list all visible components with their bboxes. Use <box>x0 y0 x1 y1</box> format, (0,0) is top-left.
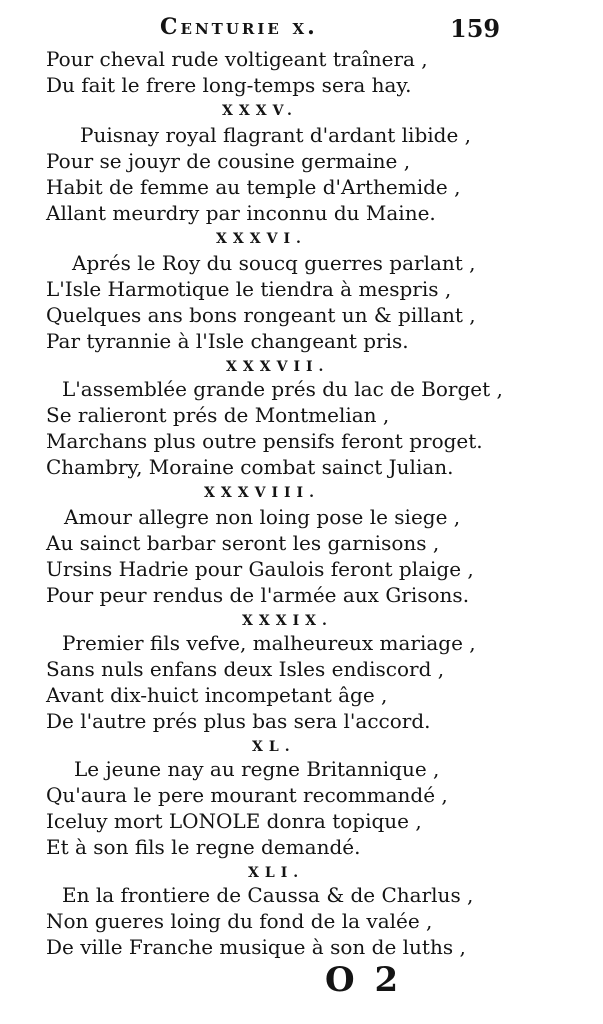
verse-line: Chambry, Moraine combat sainct Julian. <box>46 455 454 479</box>
signature-mark: O 2 <box>325 960 403 1000</box>
verse-line: Aprés le Roy du soucq guerres parlant , <box>72 251 476 275</box>
verse-line: Non gueres loing du fond de la valée , <box>46 909 433 933</box>
verse-line: Et à son fils le regne demandé. <box>46 835 361 859</box>
verse-line: De l'autre prés plus bas sera l'accord. <box>46 709 431 733</box>
verse-line: En la frontiere de Caussa & de Charlus , <box>62 883 474 907</box>
verse-line: Amour allegre non loing pose le siege , <box>64 505 461 529</box>
running-head: Centurie x. <box>160 14 318 40</box>
verse-line: Pour se jouyr de cousine germaine , <box>46 149 411 173</box>
verse-line: Premier fils vefve, malheureux mariage , <box>62 631 476 655</box>
verse-line: Qu'aura le pere mourant recommandé , <box>46 783 448 807</box>
verse-line: Puisnay royal flagrant d'ardant libide , <box>80 123 471 147</box>
verse-line: L'Isle Harmotique le tiendra à mespris , <box>46 277 452 301</box>
verse-line: De ville Franche musique à son de luths , <box>46 935 466 959</box>
verse-line: Par tyrannie à l'Isle changeant pris. <box>46 329 409 353</box>
verse-line: Quelques ans bons rongeant un & pillant , <box>46 303 476 327</box>
verse-line: L'assemblée grande prés du lac de Borget , <box>62 377 503 401</box>
page-header <box>0 14 603 44</box>
verse-line: Pour peur rendus de l'armée aux Grisons. <box>46 583 470 607</box>
quatrain-number: XXXVI. <box>216 231 307 247</box>
page-number: 159 <box>450 14 501 43</box>
quatrain-number: XLI. <box>248 865 305 881</box>
quatrain-number: XXXVIII. <box>204 485 320 501</box>
verse-line: Marchans plus outre pensifs feront proget. <box>46 429 483 453</box>
verse-line: Le jeune nay au regne Britannique , <box>74 757 440 781</box>
quatrain-number: XXXIX. <box>242 613 333 629</box>
verse-line: Se ralieront prés de Montmelian , <box>46 403 390 427</box>
verse-line: Iceluy mort LONOLE donra topique , <box>46 809 422 833</box>
verse-line: Habit de femme au temple d'Arthemide , <box>46 175 461 199</box>
quatrain-number: XL. <box>252 739 296 755</box>
verse-line: Ursins Hadrie pour Gaulois feront plaige , <box>46 557 474 581</box>
verse-line: Pour cheval rude voltigeant traînera , <box>46 47 428 71</box>
verse-line: Du fait le frere long-temps sera hay. <box>46 73 412 97</box>
verse-line: Avant dix-huict incompetant âge , <box>46 683 388 707</box>
verse-line: Allant meurdry par inconnu du Maine. <box>46 201 436 225</box>
verse-line: Sans nuls enfans deux Isles endiscord , <box>46 657 445 681</box>
verse-line: Au sainct barbar seront les garnisons , <box>46 531 440 555</box>
quatrain-number: XXXV. <box>222 103 298 119</box>
quatrain-number: XXXVII. <box>226 359 330 375</box>
